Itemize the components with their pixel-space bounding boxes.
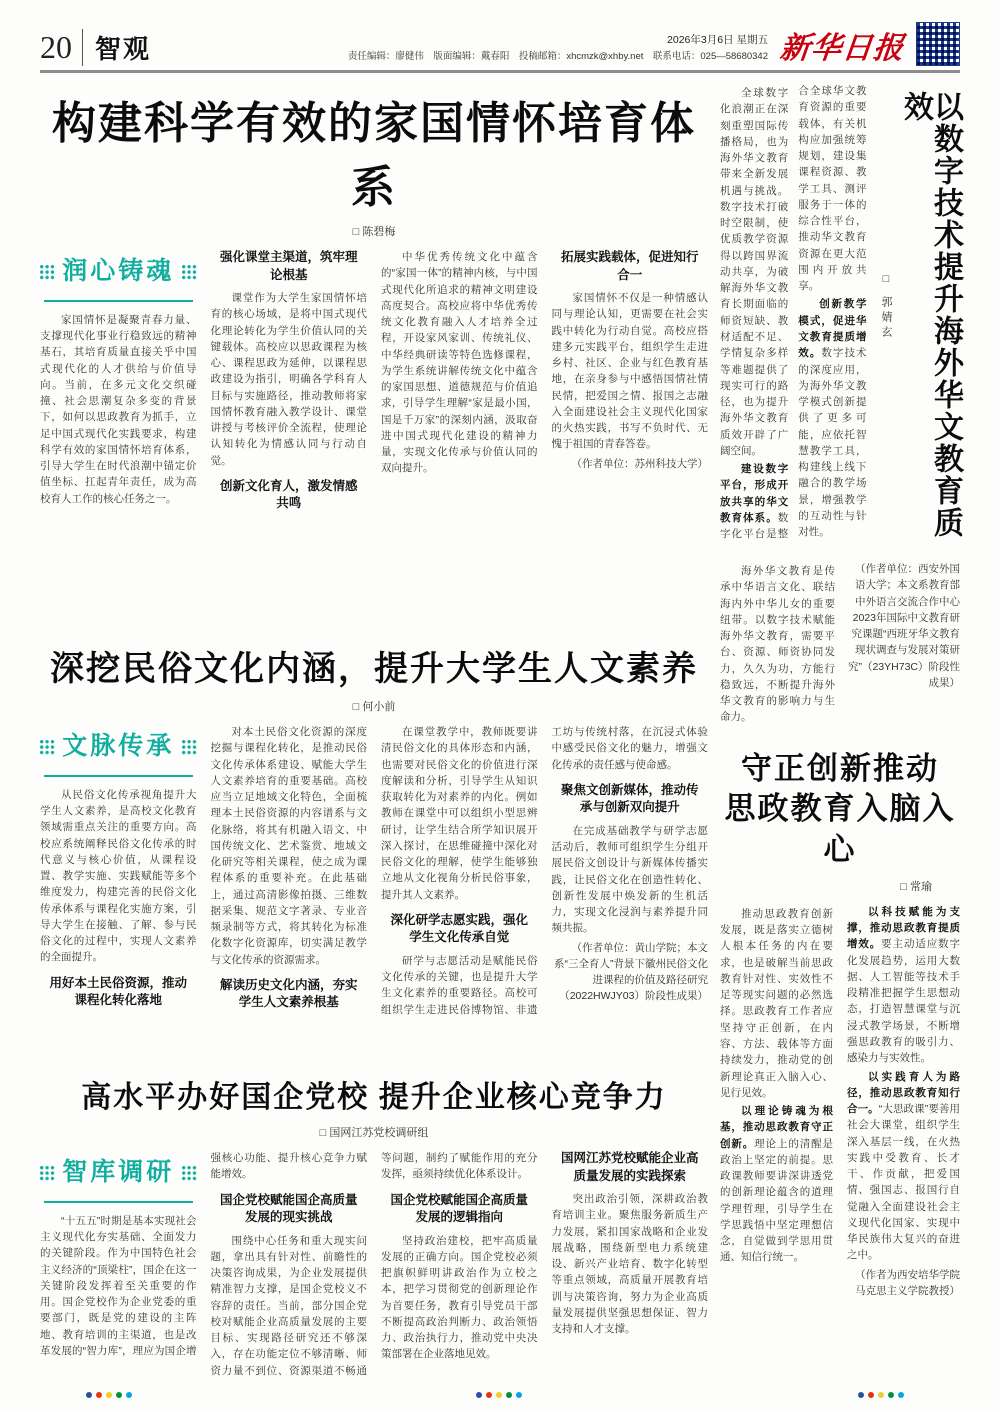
registration-dot — [106, 1392, 112, 1398]
paragraph: 以理论铸魂为根基，推动思政教育守正创新。理论上的清醒是政治上坚定的前提。思政课教师要讲深讲透党的创新理论蕴含的道理学理哲理，引导学生在学思践悟中坚定理想信念，自觉做到学思用贯通、知信行统一。 — [720, 1105, 834, 1264]
article-subhead: 深化研学志愿实践，强化学生文化传承自觉 — [390, 912, 528, 945]
article-headline: 高水平办好国企党校 提升企业核心竞争力 — [81, 1081, 667, 1114]
paragraph: 在课堂教学中，教师既要讲清民俗文化的具体形态和内涵，也需要对民俗文化的价值进行深度解读和分析，引导学生从知识获取转化为对素养的内化。例如教师在课堂中可以组织小型思辨研讨，让学生结合所学知识展开深入探讨，在思维碰撞中深化对民俗文化的理解，使学生能够独立地从文化视角分析民俗事象，提升其人文素养。 — [381, 726, 538, 901]
page-content — [40, 83, 960, 1411]
article-subhead: 国企党校赋能国企高质量发展的现实挑战 — [219, 1192, 358, 1225]
paragraph: 以实践育人为路径，推动思政教育知行合一。“大思政课”要善用社会大课堂，组织学生深入基层一线，在火热实践中受教育、长才干、作贡献，把爱国情、强国志、报国行自觉融入全面建设社会主义现代化国家、实现中华民族伟大复兴的奋进之中。 — [847, 1070, 960, 1262]
section-badge — [44, 726, 193, 777]
paragraph: 突出政治引领，深耕政治教育培训主业。聚焦服务新质生产力发展，紧扣国家战略和企业发展战略，围绕新型电力系统建设、新兴产业培育、数字化转型等重点领域，高质量开展教育培训与决策咨询，努力为企业高质量发展提供坚强思想保证、智力支持和人才支撑。 — [551, 1193, 708, 1336]
badge-label: 文脉传承 — [62, 733, 175, 760]
article-subhead: 创新文化育人，激发情感共鸣 — [219, 478, 358, 511]
article-byline: □ 常瑜 — [900, 880, 932, 893]
date-line: 2026年3月6日 星期五 — [667, 34, 768, 47]
paragraph: 创新教学模式，促进华文教育提质增效。数字技术的深度应用，为海外华文教学模式创新提供了更多可能，应依托智慧教学工具，构建线上线下融合的教学场景，增强教学的互动性与针对性。 — [798, 298, 867, 539]
paragraph: 课堂作为大学生家国情怀培育的核心场域，是将中国式现代化理论转化为学生价值认同的关键载体。高校应以思政课程为核心、课程思政为延伸，以课程思政建设为指引，明确各学科育人目标与实施路径，推动教师将家国情怀教育融入教学设计、课堂讲授与考核评价全流程，使理论认知转化为情感认同与行动自觉。 — [210, 292, 367, 467]
paragraph: 家国情怀是凝聚青春力量、支撑现代化事业行稳致远的精神基石，其培育质量直接关乎中国式现代化的人才供给与价值导向。当前，在多元文化交织碰撞、社会思潮复杂多变的背景下，如何以思政教育为抓手，立足中国式现代化实践要求，构建科学有效的家国情怀培育体系，引导大学生在时代浪潮中锚定价值坐标、扛起青年责任，成为高校育人工作的核心任务之一。 — [40, 313, 197, 505]
paragraph: 从民俗文化传承视角提升大学生人文素养，是高校文化教育领域需重点关注的重要方向。高校应系统阐释民俗文化传承的时代意义与核心价值，从课程设置、教学实施、实践赋能等多个维度发力，构建完善的民俗文化传承体系与课程化实施方案，引导大学生在接触、了解、参与民俗文化的过程中，实现人文素养的全面提升。 — [40, 788, 197, 964]
registration-dot — [506, 1392, 512, 1398]
article-minsu-wenhua — [40, 641, 708, 1056]
article-body — [40, 1150, 708, 1411]
registration-dot — [486, 1392, 492, 1398]
badge-dots-icon — [40, 264, 55, 280]
badge-dots-icon — [181, 739, 197, 755]
page-header — [40, 20, 960, 66]
article-top-section — [720, 83, 960, 553]
badge-dots-icon — [40, 1165, 55, 1181]
page-number: 20 — [40, 29, 72, 65]
headline-line-1: 守正创新推动 — [741, 751, 939, 786]
badge-label: 润心铸魂 — [62, 258, 175, 285]
color-registration-dots — [476, 1392, 522, 1398]
header-left — [40, 29, 151, 66]
registration-dot — [126, 1392, 132, 1398]
registration-dot — [868, 1392, 874, 1398]
article-jiaguo-qinghuai — [40, 87, 708, 627]
qr-code-icon — [916, 22, 960, 66]
author-attribution: （作者单位：苏州科技大学） — [571, 457, 708, 470]
masthead-logo: 新华日报 — [778, 32, 906, 65]
registration-dot — [878, 1392, 884, 1398]
registration-dot — [858, 1392, 864, 1398]
paragraph: 建设数字平台，形成开放共享的华文教育体系。数字化平台是整合全球华文教育资源的重要载体，有关机构应加强统筹规划，建设集课程资源、教学工具、测评服务于一体的综合性平台，推动华文教育资源在更大范围内开放共享。 — [720, 85, 867, 541]
section-name: 智观 — [82, 29, 151, 66]
color-registration-dots — [858, 1392, 904, 1398]
article-byline: □ 何小前 — [352, 701, 396, 713]
paragraph: 全球数字化浪潮正在深刻重塑国际传播格局，也为海外华文教育带来全新发展机遇与挑战。数字技术打破时空限制，使优质教学资源得以跨国界流动共享，为破解海外华文教育长期面临的师资短缺、教材适配不足、学情复杂多样等难题提供了现实可行的路径，也为提升海外华文教育质效开辟了广阔空间。 — [720, 87, 789, 457]
paragraph: 坚持政治建校，把牢高质量发展的正确方向。国企党校必须把旗帜鲜明讲政治作为立校之本，把学习贯彻党的创新理论作为首要任务，教育引导党员干部不断提高政治判断力、政治领悟力、政治执行力，推动党中央决策部署在企业落地见效。 — [381, 1234, 538, 1361]
article-body — [40, 724, 708, 1056]
paragraph: “十五五”时期是基本实现社会主义现代化夯实基础、全面发力的关键阶段。作为中国特色社会主义经济的“顶梁柱”，国企在这一关键阶段发挥着至关重要的作用。国企党校作为企业党委的重要部门，既是党的建设的主阵地、教育培训的主渠道，也是改革发展的“智力库”，理应为国企增强核心功能、提升核心竞争力赋能增效。 — [40, 1152, 367, 1357]
paragraph: 在完成基础教学与研学志愿活动后，教师可组织学生分组开展民俗文创设计与新媒体传播实践，让民俗文化在创造性转化、创新性发展中焕发新的生机活力，实现文化浸润与素养提升同频共振。 — [551, 824, 708, 935]
article-byline-vertical: □ 郭婧玄 — [880, 273, 892, 342]
paragraph: 对本土民俗文化资源的深度挖掘与课程化转化，是推动民俗文化传承体系建设、赋能大学生人文素养培育的重要基础。高校应当立足地域文化特色，全面梳理本土民俗资源的内容谱系与文化脉络，将其有机融入语文、中国传统文化、艺术鉴赏、地域文化研究等相关课程，使之成为课程体系的重要补充。在此基础上，通过高清影像拍摄、三维数据采集、规范文字著录、专业音频录制等方式，将其转化为标准化数字化资源库，切实满足教学与文化传承的资源需求。 — [210, 726, 367, 966]
headline-line-2: 思政教育入脑入心 — [724, 791, 956, 867]
header-divider — [40, 70, 960, 73]
badge-dots-icon — [40, 739, 55, 755]
badge-label: 智库调研 — [62, 1159, 175, 1186]
article-headline: 构建科学有效的家国情怀培育体系 — [52, 99, 696, 212]
article-headline — [720, 749, 960, 870]
article-byline: □ 国网江苏党校调研组 — [319, 1127, 429, 1139]
section-badge — [44, 1152, 193, 1203]
article-subhead: 聚焦文创新媒体，推动传承与创新双向提升 — [560, 782, 699, 815]
registration-dot — [496, 1392, 502, 1398]
article-body — [720, 904, 960, 1406]
article-headline-vertical: 以数字技术提升海外华文教育质效 — [899, 91, 962, 539]
section-badge — [44, 251, 193, 302]
paragraph: 中华优秀传统文化中蕴含的“家国一体”的精神内核，与中国式现代化所追求的精神文明建设高度契合。高校应将中华优秀传统文化教育融入人才培养全过程，开设家风家训、传统礼仪、中华经典研读等特色选修课程，为学生系统讲解传统文化中蕴含的家国思想、道德规范与价值追求，引导学生理解“家是最小国，国是千万家”的深刻内涵，汲取奋进中国式现代化建设的精神力量，实现文化传承与价值认同的双向提升。 — [381, 251, 538, 475]
article-body-continued — [720, 561, 960, 739]
article-guoqi-dangxiao — [40, 1072, 708, 1411]
registration-dot — [96, 1392, 102, 1398]
article-huawen-jiaoyu — [720, 83, 960, 739]
article-subhead: 国企党校赋能国企高质量发展的逻辑指向 — [390, 1192, 528, 1225]
color-registration-dots — [86, 1392, 132, 1398]
paragraph: 推动思政教育创新发展，既是落实立德树人根本任务的内在要求，也是破解当前思政教育针对性、实效性不足等现实问题的必然选择。思政教育工作者应坚持守正创新，在内容、方法、载体等方面持续发力，推动党的创新理论真正入脑入心、见行见效。 — [720, 907, 833, 1099]
article-sizheng-jiaoyu — [720, 749, 960, 1406]
paragraph: 研学与志愿活动是赋能民俗文化传承的关键，也是提升大学生文化素养的重要路径。高校可组织学生走进民俗博物馆、非遗工坊与传统村落，在沉浸式体验中感受民俗文化的魅力，增强文化传承的责任感与使命感。 — [381, 726, 708, 1016]
registration-dot — [516, 1392, 522, 1398]
article-body — [40, 249, 708, 627]
article-subhead: 解读历史文化内涵，夯实学生人文素养根基 — [219, 977, 358, 1010]
article-subhead: 拓展实践载体，促进知行合一 — [560, 250, 699, 282]
paragraph: 海外华文教育是传承中华语言文化、联结海内外中华儿女的重要纽带。以数字技术赋能海外华文教育，需要平台、资源、师资协同发力，久久为功，方能行稳致远，不断提升海外华文教育的影响力与生命力。 — [720, 565, 835, 724]
author-attribution: （作者单位：黄山学院；本文系“三全育人”背景下徽州民俗文化进课程的价值及路径研究（2022HWJY03）阶段性成果） — [554, 941, 708, 1003]
article-headline: 深挖民俗文化内涵，提升大学生人文素养 — [50, 651, 698, 688]
paragraph: 围绕中心任务和重大现实问题，拿出具有针对性、前瞻性的决策咨询成果，为企业发展提供精准智力支撑，是国企党校义不容辞的责任。当前，部分国企党校对赋能企业高质量发展的主要目标、实现路径研究还不够深入，存在功能定位不够清晰、师资力量不到位、资源渠道不畅通等问题，制约了赋能作用的充分发挥，亟须持续优化体系设计。 — [210, 1152, 538, 1377]
article-subhead: 国网江苏党校赋能企业高质量发展的实践探索 — [560, 1151, 699, 1183]
right-rail — [720, 83, 960, 1411]
editors-line: 责任编辑：廖健伟 版面编辑：戴春阳 投稿邮箱：xhcmzk@xhby.net 联系电话：025—58680342 — [347, 50, 768, 62]
registration-dot — [86, 1392, 92, 1398]
registration-dot — [888, 1392, 894, 1398]
header-right — [348, 22, 960, 66]
article-byline: □ 陈碧梅 — [352, 226, 396, 238]
author-attribution: （作者为西安培华学院马克思主义学院教授） — [855, 1268, 960, 1297]
author-attribution: （作者单位：西安外国语大学；本文系教育部中外语言交流合作中心2023年国际中文教育研究课题“西班牙华文教育现状调查与发展对策研究”（23YH73C）阶段性成果） — [847, 563, 960, 689]
article-subhead: 强化课堂主渠道，筑牢理论根基 — [219, 250, 358, 282]
registration-dot — [476, 1392, 482, 1398]
paragraph: 以科技赋能为支撑，推动思政教育提质增效。要主动适应数字化发展趋势，运用大数据、人工智能等技术手段精准把握学生思想动态，打造智慧课堂与沉浸式教学场景，不断增强思政教育的吸引力、感染力与实效性。 — [847, 905, 960, 1065]
main-column — [40, 83, 708, 1411]
article-subhead: 用好本土民俗资源，推动课程化转化落地 — [49, 975, 187, 1008]
registration-dot — [116, 1392, 122, 1398]
article-body — [720, 83, 867, 553]
registration-dot — [898, 1392, 904, 1398]
paragraph: 家国情怀不仅是一种情感认同与理论认知，更需要在社会实践中转化为行动自觉。高校应搭建多元实践平台，组织学生走进乡村、社区、企业与红色教育基地，在亲身参与中感悟国情社情民情，把爱国之情、报国之志融入全面建设社会主义现代化国家的火热实践，书写不负时代、无愧于祖国的青春答卷。 — [551, 292, 708, 451]
badge-dots-icon — [181, 1165, 197, 1181]
badge-dots-icon — [181, 264, 197, 280]
header-info — [348, 32, 768, 66]
